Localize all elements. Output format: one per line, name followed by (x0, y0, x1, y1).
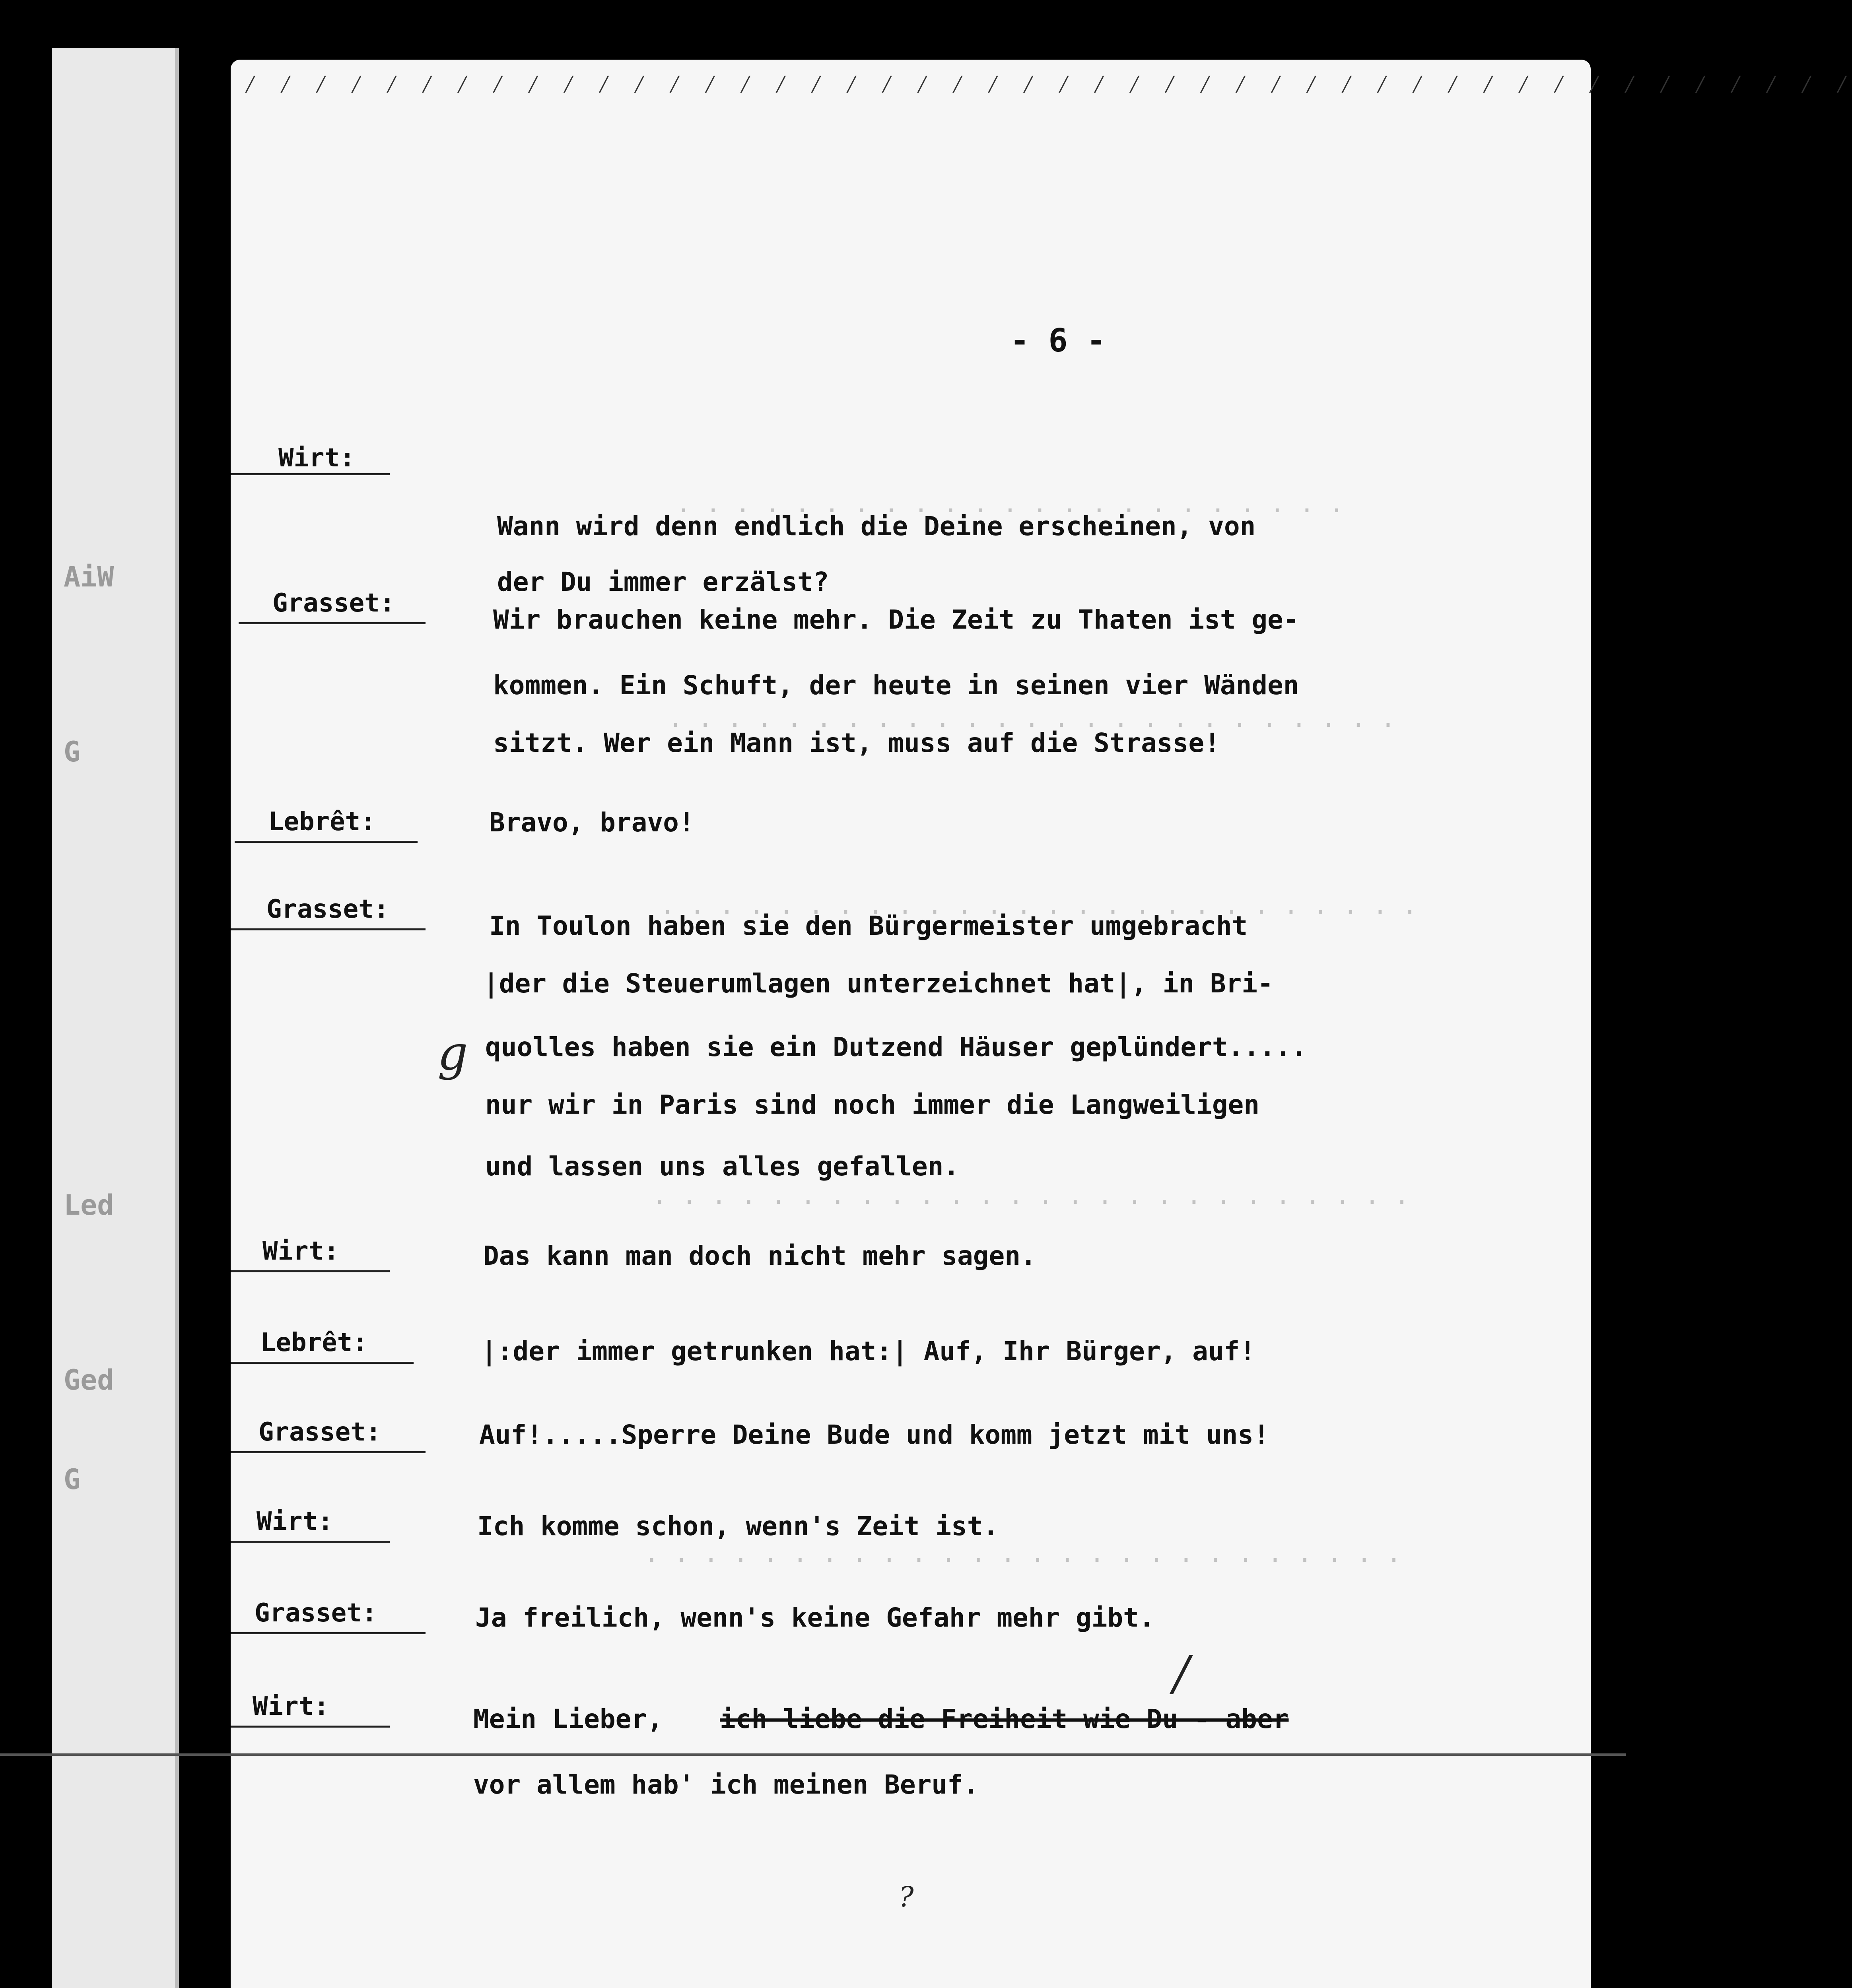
strip-text: Ged (64, 1364, 114, 1396)
dialogue-line: Ja freilich, wenn's keine Gefahr mehr gibt. (475, 1602, 1155, 1633)
handwritten-correction: g (437, 1026, 468, 1081)
dialogue-line: kommen. Ein Schuft, der heute in seinen vier Wänden (493, 670, 1299, 701)
speaker-label: Grasset: (266, 895, 389, 924)
dialogue-line: Bravo, bravo! (489, 807, 695, 838)
dialogue-line: In Toulon haben sie den Bürgermeister umgebracht (489, 911, 1248, 941)
dialogue-line: der Du immer erzälst? (497, 567, 829, 597)
typescript-sheet (231, 60, 1852, 1988)
dialogue-line: Wir brauchen keine mehr. Die Zeit zu Thaten ist ge- (493, 604, 1299, 635)
speaker-underline (231, 1726, 390, 1728)
speaker-underline (231, 1270, 390, 1272)
speaker-underline (231, 1632, 426, 1634)
speaker-underline (231, 1362, 414, 1364)
speaker-underline (239, 622, 426, 624)
dialogue-line: |:der immer getrunken hat:| Auf, Ihr Bürger, auf! (481, 1336, 1256, 1367)
bleed-through: . . . . . . . . . . . . . . . . . . . . . . . . . . (644, 1539, 1401, 1568)
bleed-through: . . . . . . . . . . . . . . . . . . . . . . . . . . (652, 1181, 1409, 1210)
dialogue-line: nur wir in Paris sind noch immer die Langweiligen (485, 1089, 1260, 1120)
speaker-label: Wirt: (262, 1237, 339, 1266)
strip-text: Led (64, 1189, 114, 1221)
torn-edge-marks: ⁄ ⁄ ⁄ ⁄ ⁄ ⁄ ⁄ ⁄ ⁄ ⁄ ⁄ ⁄ ⁄ ⁄ ⁄ ⁄ ⁄ ⁄ ⁄ ⁄ ⁄ ⁄ ⁄ ⁄ ⁄ ⁄ ⁄ ⁄ ⁄ ⁄ ⁄ ⁄ ⁄ ⁄ ⁄ ⁄ ⁄ ⁄ ⁄ ⁄ ⁄ ⁄ ⁄ ⁄ ⁄ ⁄ (243, 70, 1852, 99)
scan-fold-line (0, 1753, 1626, 1756)
dialogue-line: Wann wird denn endlich die Deine erscheinen, von (497, 511, 1256, 542)
handwritten-tick: / (1173, 1646, 1189, 1701)
dialogue-line: Ich komme schon, wenn's Zeit ist. (477, 1511, 999, 1541)
strip-text: AiW (64, 561, 114, 593)
speaker-underline (235, 841, 418, 843)
handwritten-mark: ? (899, 1881, 914, 1913)
bleed-through: . . . . . . . . . . . . . . . . . . . . . . . . . . (660, 891, 1417, 920)
speaker-underline (231, 1541, 390, 1543)
dialogue-line: Mein Lieber, (473, 1704, 663, 1734)
speaker-label: Wirt: (278, 443, 355, 473)
struck-through-text: ich liebe die Freiheit wie Du - aber (720, 1704, 1289, 1734)
strip-text: G (64, 736, 81, 768)
strip-text: G (64, 1463, 81, 1496)
speaker-label: Wirt: (253, 1692, 329, 1721)
dialogue-line: Das kann man doch nicht mehr sagen. (483, 1241, 1036, 1271)
speaker-label: Lebrêt: (260, 1328, 368, 1357)
speaker-label: Grasset: (272, 588, 395, 618)
dialogue-line: sitzt. Wer ein Mann ist, muss auf die Strasse! (493, 728, 1220, 758)
speaker-label: Wirt: (257, 1507, 333, 1536)
dialogue-line: vor allem hab' ich meinen Beruf. (473, 1769, 979, 1800)
speaker-label: Grasset: (258, 1417, 381, 1447)
speaker-label: Grasset: (255, 1598, 377, 1628)
dialogue-line: und lassen uns alles gefallen. (485, 1151, 960, 1182)
speaker-underline (231, 1451, 426, 1453)
adjacent-page-strip (52, 48, 179, 1988)
dialogue-line: Auf!.....Sperre Deine Bude und komm jetzt mit uns! (479, 1419, 1269, 1450)
bleed-through: . . . . . . . . . . . . . . . . . . . . . . . . . (668, 704, 1396, 733)
speaker-underline (231, 928, 426, 930)
dialogue-line: quolles haben sie ein Dutzend Häuser geplündert..... (485, 1032, 1307, 1062)
page-number: - 6 - (1010, 322, 1106, 359)
bleed-through: . . . . . . . . . . . . . . . . . . . . . . . (676, 489, 1344, 518)
speaker-label: Lebrêt: (268, 807, 376, 837)
dialogue-line: |der die Steuerumlagen unterzeichnet hat|, in Bri- (483, 968, 1273, 999)
speaker-underline (231, 473, 390, 475)
